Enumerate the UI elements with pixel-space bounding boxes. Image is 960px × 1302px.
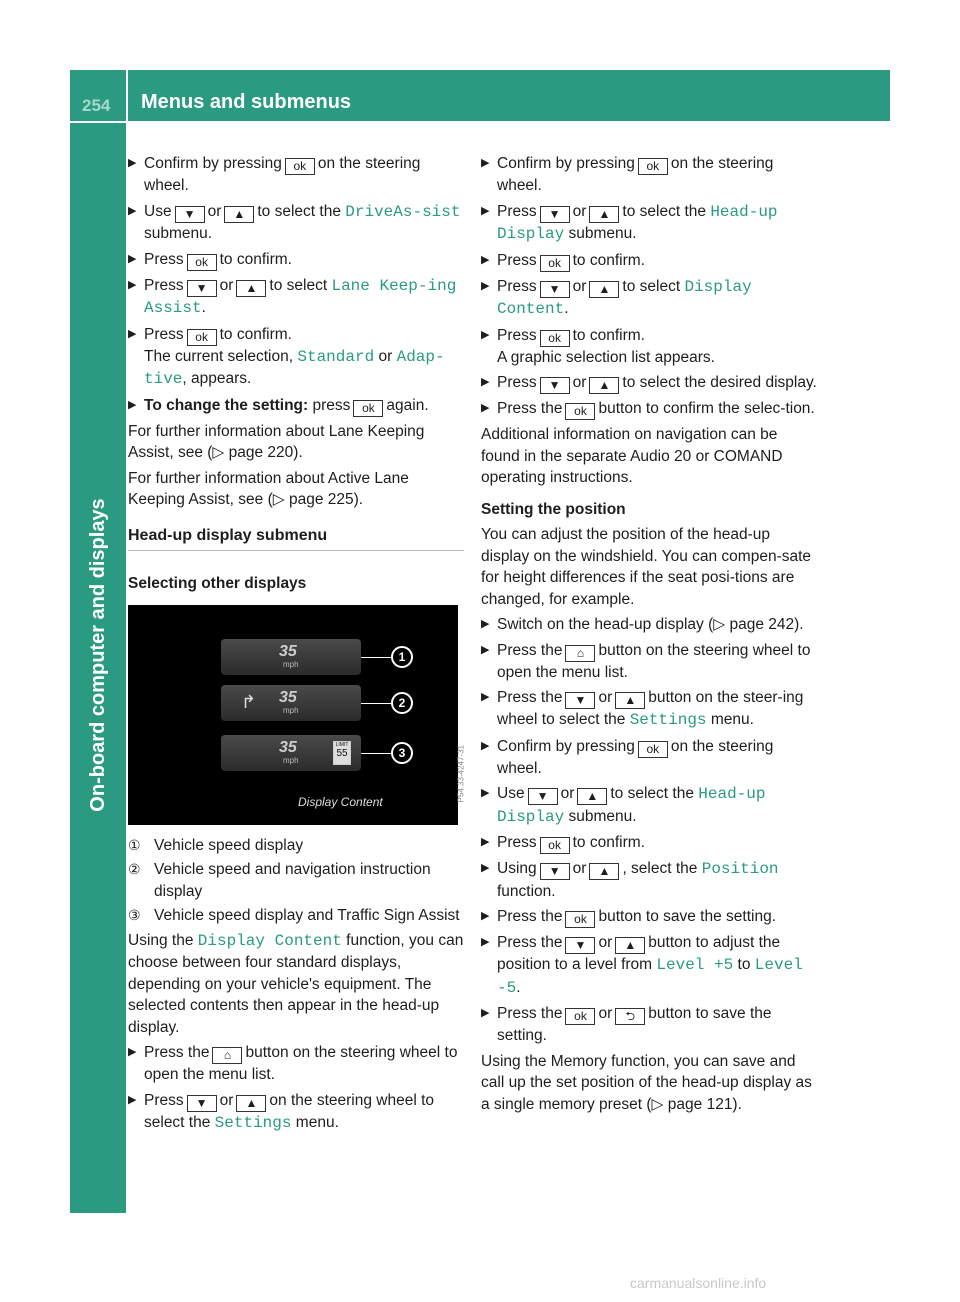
paragraph: For further information about Active Lane Keeping Assist, see (▷ page 225). bbox=[128, 469, 409, 508]
left-column bbox=[128, 153, 464, 1138]
menu-term: Settings bbox=[214, 1113, 292, 1132]
down-key: ▼ bbox=[565, 937, 595, 954]
up-key: ▲ bbox=[224, 206, 254, 223]
down-key: ▼ bbox=[187, 280, 217, 297]
step-select-lane: ▶ Press ▼ or ▲ to select Lane Keep-ing Assist. bbox=[128, 275, 464, 320]
down-key: ▼ bbox=[175, 206, 205, 223]
section-heading: Head-up display submenu bbox=[128, 525, 464, 552]
down-key: ▼ bbox=[528, 788, 558, 805]
hud-figure bbox=[128, 605, 465, 825]
step-select-headup: ▶ Press ▼ or ▲ to select the Head-up Display submenu. bbox=[481, 201, 817, 246]
step-select-display: ▶ Press ▼ or ▲ to select the desired display. bbox=[481, 372, 817, 394]
page-number: 254 bbox=[82, 96, 111, 115]
step-select-settings: ▶ Press ▼ or ▲ on the steering wheel to select the Settings menu. bbox=[128, 1090, 464, 1135]
down-key: ▼ bbox=[540, 377, 570, 394]
side-tab-title: On-board computer and displays bbox=[87, 498, 109, 812]
menu-term: DriveAs-sist bbox=[345, 202, 461, 221]
step-confirm: ▶ Confirm by pressing ok on the steering wheel. bbox=[128, 153, 464, 197]
step-press-ok: ▶ Press ok to confirm. bbox=[481, 832, 817, 854]
speed-limit-sign: LIMIT 55 bbox=[333, 741, 351, 765]
up-key: ▲ bbox=[236, 1095, 266, 1112]
paragraph: For further information about Lane Keeping Assist, see (▷ page 220). bbox=[128, 422, 425, 461]
subsection-heading: Setting the position bbox=[481, 500, 626, 518]
ok-key: ok bbox=[187, 329, 217, 346]
ok-key: ok bbox=[285, 158, 315, 175]
step-confirm: ▶ Confirm by pressing ok on the steering wheel. bbox=[481, 153, 817, 197]
menu-term: Head-up Display bbox=[497, 785, 766, 826]
step-save-setting: ▶ Press the ok or ⮌ button to save the setting. bbox=[481, 1003, 817, 1047]
down-key: ▼ bbox=[187, 1095, 217, 1112]
menu-term: Lane Keep-ing Assist bbox=[144, 276, 457, 317]
down-key: ▼ bbox=[540, 206, 570, 223]
menu-term: Position bbox=[701, 860, 779, 878]
callout-2: 2 bbox=[391, 692, 413, 714]
home-key: ⌂ bbox=[565, 645, 595, 662]
callout-line bbox=[361, 753, 391, 754]
up-key: ▲ bbox=[589, 377, 619, 394]
step-change-setting: ▶ To change the setting: press ok again. bbox=[128, 395, 464, 417]
up-key: ▲ bbox=[236, 280, 266, 297]
step-save-setting: ▶ Press the ok button to save the setting. bbox=[481, 906, 817, 928]
ok-key: ok bbox=[540, 330, 570, 347]
ok-key: ok bbox=[187, 254, 217, 271]
menu-term: Adap-tive bbox=[144, 347, 445, 388]
step-select-driveassist: ▶ Use ▼ or ▲ to select the DriveAs-sist submenu. bbox=[128, 201, 464, 245]
figure-code: P54.33-4247-31 bbox=[456, 744, 465, 802]
step-select-display-content: ▶ Press ▼ or ▲ to select Display Content. bbox=[481, 276, 817, 321]
watermark: carmanualsonline.info bbox=[630, 1275, 767, 1291]
menu-term: Head-up Display bbox=[497, 202, 778, 243]
paragraph: You can adjust the position of the head-up display on the windshield. You can compen-sate for height differences if the seat posi-tions are changed, for example. bbox=[481, 526, 812, 608]
step-confirm-selection: ▶ Press the ok button to confirm the selec-tion. bbox=[481, 398, 817, 420]
hud-panel-2: ↱ 35 mph bbox=[221, 685, 361, 721]
up-key: ▲ bbox=[615, 937, 645, 954]
subsection-heading: Selecting other displays bbox=[128, 575, 307, 592]
step-select-settings: ▶ Press the ▼ or ▲ button on the steer-ing wheel to select the Settings menu. bbox=[481, 687, 817, 732]
paragraph: Using the Display Content function, you can choose between four standard displays, depending on your vehicle's equipment. The selected contents then appear in the head-up display. bbox=[128, 931, 464, 1036]
up-key: ▲ bbox=[589, 281, 619, 298]
turn-arrow-icon: ↱ bbox=[241, 691, 257, 712]
ok-key: ok bbox=[638, 158, 668, 175]
step-press-ok: ▶ Press ok to confirm. bbox=[128, 249, 464, 271]
step-press-home: ▶ Press the ⌂ button on the steering wheel to open the menu list. bbox=[128, 1042, 464, 1086]
hud-panel-3: 35 mph LIMIT 55 bbox=[221, 735, 361, 771]
up-key: ▲ bbox=[589, 863, 619, 880]
ok-key: ok bbox=[540, 255, 570, 272]
menu-term: Level +5 bbox=[656, 956, 734, 974]
down-key: ▼ bbox=[540, 281, 570, 298]
right-column bbox=[481, 153, 817, 1119]
hud-panel-1: 35 mph bbox=[221, 639, 361, 675]
menu-term: Settings bbox=[629, 711, 707, 729]
ok-key: ok bbox=[565, 911, 595, 928]
step-press-home: ▶ Press the ⌂ button on the steering wheel to open the menu list. bbox=[481, 640, 817, 684]
step-press-ok: ▶ Press ok to confirm. The current selection, Standard or Adap-tive, appears. bbox=[128, 324, 464, 391]
menu-term: Standard bbox=[297, 347, 375, 366]
home-key: ⌂ bbox=[212, 1047, 242, 1064]
callout-3: 3 bbox=[391, 742, 413, 764]
step-adjust-position: ▶ Press the ▼ or ▲ button to adjust the position to a level from Level +5 to Level -5. bbox=[481, 932, 817, 999]
ok-key: ok bbox=[638, 741, 668, 758]
menu-term: Level -5 bbox=[497, 956, 803, 997]
step-press-ok: ▶ Press ok to confirm. A graphic selection list appears. bbox=[481, 325, 817, 369]
up-key: ▲ bbox=[615, 692, 645, 709]
step-switch-on: ▶ Switch on the head-up display (▷ page 242). bbox=[481, 614, 817, 636]
callout-line bbox=[361, 703, 391, 704]
step-select-headup: ▶ Use ▼ or ▲ to select the Head-up Display submenu. bbox=[481, 783, 817, 828]
legend-item: ① Vehicle speed display bbox=[128, 836, 304, 854]
up-key: ▲ bbox=[577, 788, 607, 805]
ok-key: ok bbox=[565, 1008, 595, 1025]
menu-term: Display Content bbox=[197, 931, 342, 950]
ok-key: ok bbox=[353, 400, 383, 417]
down-key: ▼ bbox=[565, 692, 595, 709]
ok-key: ok bbox=[565, 403, 595, 420]
step-press-ok: ▶ Press ok to confirm. bbox=[481, 250, 817, 272]
figure-caption: Display Content bbox=[298, 794, 383, 809]
step-select-position: ▶ Using ▼ or ▲ , select the Position function. bbox=[481, 858, 817, 902]
page-title: Menus and submenus bbox=[141, 91, 352, 113]
back-key: ⮌ bbox=[615, 1008, 645, 1025]
menu-term: Display Content bbox=[497, 277, 752, 318]
legend-item: ③ Vehicle speed display and Traffic Sign Assist bbox=[128, 907, 460, 924]
paragraph: Using the Memory function, you can save and call up the set position of the head-up display as a single memory preset (▷ page 121). bbox=[481, 1052, 812, 1113]
ok-key: ok bbox=[540, 837, 570, 854]
callout-1: 1 bbox=[391, 646, 413, 668]
callout-line bbox=[361, 657, 391, 658]
legend-item: ② Vehicle speed and navigation instruction display bbox=[128, 861, 431, 900]
up-key: ▲ bbox=[589, 206, 619, 223]
down-key: ▼ bbox=[540, 863, 570, 880]
step-confirm: ▶ Confirm by pressing ok on the steering wheel. bbox=[481, 736, 817, 780]
paragraph: Additional information on navigation can be found in the separate Audio 20 or COMAND operating instructions. bbox=[481, 426, 783, 486]
